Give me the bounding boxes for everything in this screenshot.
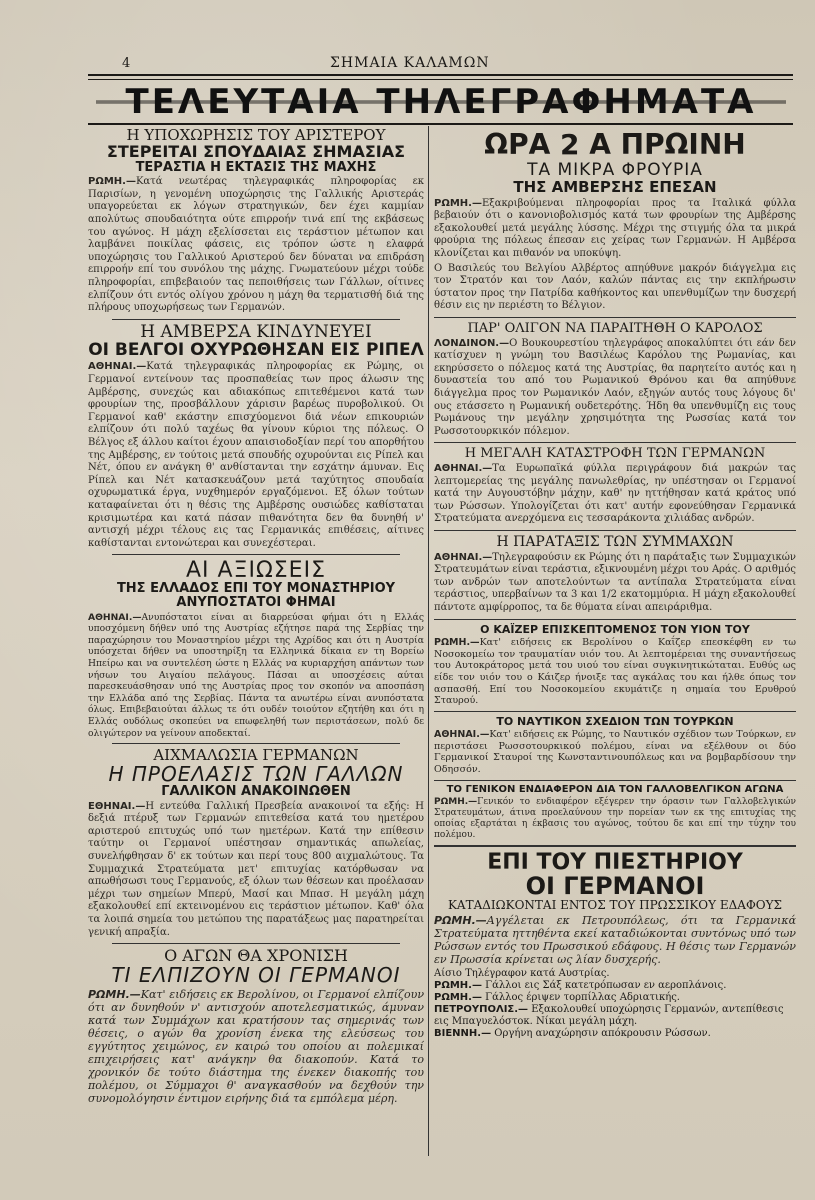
header-rule-thin: [88, 79, 793, 80]
article-separator: [434, 845, 796, 847]
article-separator: [434, 619, 796, 620]
dispatch-item: Αίσιο Τηλέγραφον κατά Αυστρίας.: [434, 968, 610, 979]
dateline: ΑΘΗΝΑΙ.—: [88, 611, 142, 623]
dispatch-item: ΡΩΜΗ.— Γάλλος έριψεν τορπίλλας Αδριατικής.: [434, 992, 680, 1003]
article-catastrophe: [434, 447, 796, 526]
article-separator: [434, 317, 796, 318]
article-subheadline: ΓΑΛΛΙΚΟΝ ΑΝΑΚΟΙΝΩΘΕΝ: [161, 783, 351, 799]
article-subheadline: ΑΝΥΠΟΣΤΑΤΟΙ ΦΗΜΑΙ: [176, 595, 336, 611]
banner-rule: [88, 123, 793, 125]
article-demands: [88, 559, 424, 739]
article-turkish-navy: [434, 716, 796, 776]
article-karolos: [434, 322, 796, 438]
article-text: Κατ' ειδήσεις εκ Βερολίνου ο Καΐζερ επεσκέφθη εν τω Νοσοκομείω τον τραυματίαν υιόν του. Αι λεπτομέρειαι της συναντήσεως του Αυτοκράτορος μετά του υιού του είναι συγκινητικώταται. Ευθύς ως είδε τον υιόν του ο Κάιζερ ήνοιξε τας αγκάλας του και ήλθε όπως τον ασπασθή. Επί του Νοσοκομείου εκυμάτιζε η σημαία του Ερυθρού Σταυρού.: [434, 637, 796, 707]
article-body: [434, 198, 796, 261]
dateline: ΡΩΜΗ.—: [434, 197, 482, 209]
dateline: ΑΘΗΝΑΙ.—: [434, 551, 493, 563]
article-antwerp: [88, 321, 424, 551]
article-text: Γενικόν το ενδιαφέρον εξέγερεν την όρασιν των Γαλλοβελγικών Στρατευμάτων, άτινα προελαύνουν την πορείαν των εκ της επιτυχίας της οποίας εξαρτάται η έκβασις του αγώνος, τούτου δε και επί την τύχην του πολέμου.: [434, 797, 796, 841]
dateline: ΡΩΜΗ.—: [434, 637, 480, 649]
article-long-war: [88, 948, 424, 1105]
article-kaiser: [434, 624, 796, 707]
dispatch-item: ΡΩΜΗ.— Γάλλοι εις Σάξ κατετρόπωσαν εν αεροπλάνοις.: [434, 980, 727, 991]
article-separator: [112, 319, 400, 320]
article-body: [88, 988, 424, 1105]
article-body: [434, 463, 796, 526]
article-headline: Ο ΑΓΩΝ ΘΑ ΧΡΟΝΙΣΗ: [164, 946, 348, 966]
brief-dispatches: [434, 968, 796, 1040]
left-column: [88, 128, 424, 1158]
article-separator: [112, 554, 400, 555]
article-text: Εξακριβούμεναι πληροφορίαι προς τα Ιταλικά φύλλα βεβαιούν ότι ο κανονιοβολισμός κατά των φρουρίων της Αμβέρσης εξακολουθεί μετά μεγάλης λύσσης. Μέχρι της στιγμής όλα τα μικρά φρούρια της πόλεως έπεσαν εις χείρας των Γερμανών. Η Αμβέρσα κλονίζεται και πιθανόν να υποκύψη.: [434, 197, 796, 259]
article-body: [88, 176, 424, 315]
article-headline: ΕΠΙ ΤΟΥ ΠΙΕΣΤΗΡΙΟΥ: [487, 850, 743, 876]
article-headline: Ο ΚΑΪΖΕΡ ΕΠΙΣΚΕΠΤΟΜΕΝΟΣ ΤΟΝ ΥΙΟΝ ΤΟΥ: [480, 622, 750, 636]
article-subheadline: ΤΗΣ ΕΛΛΑΔΟΣ ΕΠΙ ΤΟΥ ΜΟΝΑΣΤΗΡΙΟΥ: [116, 581, 396, 597]
article-headline: Η ΑΜΒΕΡΣΑ ΚΙΝΔΥΝΕΥΕΙ: [140, 321, 372, 342]
article-text: Τηλεγραφούσιν εκ Ρώμης ότι η παράταξις των Συμμαχικών Στρατευμάτων είναι τεράστια, εξικνουμένη μέχρι του Αράς. Ο αριθμός των ανδρών των αποτελούντων τα αντίπαλα Στρατεύματα είναι τεράστιος, υπερβαίνων τα 3 και 1/2 εκατομμύρια. Η μάχη εξακολουθεί πάντοτε αμφίρροπος, τα δε θύματα είναι απειράριθμα.: [434, 551, 796, 613]
article-headline: ΑΙΧΜΑΛΩΣΙΑ ΓΕΡΜΑΝΩΝ: [153, 746, 359, 765]
article-body: Ο Βασιλεύς του Βελγίου Αλβέρτος απηύθυνε μακρόν διάγγελμα εις τον Στρατόν και τον Λαόν, καλών πάντας εις την εκπλήρωσιν ύστατον προς την Πατρίδα καθήκοντος και υπενθυμίζων την δυσχερή θέσιν εις ην περιέστη το Βέλγιον.: [434, 262, 796, 312]
article-body: [88, 612, 424, 740]
article-headline: Η ΠΑΡΑΤΑΞΙΣ ΤΩΝ ΣΥΜΜΑΧΩΝ: [496, 533, 734, 550]
article-on-the-press: [434, 851, 796, 1040]
dateline: ΡΩΜΗ.—: [88, 176, 136, 188]
article-general-interest: [434, 785, 796, 842]
right-column: [434, 128, 796, 1158]
page-number: 4: [122, 56, 131, 71]
article-subheadline: ΤΙ ΕΛΠΙΖΟΥΝ ΟΙ ΓΕΡΜΑΝΟΙ: [111, 962, 401, 987]
article-separator: [434, 530, 796, 531]
article-separator: [434, 442, 796, 443]
article-body: [434, 914, 796, 966]
article-body: [434, 552, 796, 615]
edition-time: ΩΡΑ 2 Α ΠΡΩΙΝΗ: [484, 128, 746, 161]
article-text: Κατά τηλεγραφικάς πληροφορίας εκ Ρώμης, οι Γερμανοί εντείνουν τας προσπαθείας των προς άλωσιν της Αμβέρσης, συνεχώς και αδιακόπως επιτεθέμενοι κατά των φρουρίων της, προσβάλλουν χάρισιν βαρέως πυροβολικού. Οι Γερμανοί καθ' εκάστην επισχύομενοι διά νέων επικουριών ελπίζουν ότι πολύ ταχέως θα γίνουν κύριοι της πόλεως. Ο Βέλγος εξ άλλου καίτοι έχουν απαισιοδοξίαν περί του απορθήτου της Αμβέρσης, εν τούτοις μετά σπουδής οχυρούνται εις Ρίπελ και Νέτ, όπου εν ανάγκη θ' ανθίστανται την εσχάτην άμυναν. Εις Ρίπελ και Νέτ κατασκευάζουν μετά ταχύτητος σπουδαία οχυρωματικά έργα, νυχθημερόν εργαζόμενοι. Εξ όλων τούτων καταφαίνεται ότι η θέσις της Αμβέρσης ουσιώδες καθίσταται κρισιμωτέρα και κατά πάσαν πιθανότητα δεν θα δυνηθή ν' αντισχή μέχρι τέλους εις τας Γερμανικάς επιθέσεις, αίτινες καθίστανται εντονώτεραι και συνεχέστεραι.: [88, 361, 424, 549]
newspaper-name: ΣΗΜΑΙΑ ΚΑΛΑΜΩΝ: [330, 55, 490, 71]
article-body: [434, 637, 796, 707]
dateline: ΡΩΜΗ.—: [434, 797, 478, 808]
article-left-retreat: [88, 128, 424, 315]
column-divider: [428, 126, 429, 1156]
dateline: ΡΩΜΗ.—: [434, 914, 487, 927]
article-headline: ΤΟ ΝΑΥΤΙΚΟΝ ΣΧΕΔΙΟΝ ΤΩΝ ΤΟΥΡΚΩΝ: [496, 714, 734, 728]
dateline: ΡΩΜΗ.—: [88, 987, 141, 1001]
article-headline: ΤΟ ΓΕΝΙΚΟΝ ΕΝΔΙΑΦΕΡΟΝ ΔΙΑ ΤΟΝ ΓΑΛΛΟΒΕΛΓΙΚΟΝ ΑΓΩΝΑ: [446, 783, 784, 795]
article-separator: [434, 780, 796, 781]
article-subheadline: ΤΕΡΑΣΤΙΑ Η ΕΚΤΑΣΙΣ ΤΗΣ ΜΑΧΗΣ: [135, 159, 377, 175]
article-small-forts: [434, 128, 796, 313]
dateline: ΑΘΗΝΑΙ.—: [434, 729, 490, 741]
article-body: [88, 361, 424, 550]
article-text: Αγγέλεται εκ Πετρουπόλεως, ότι τα Γερμανικά Στρατεύματα ηττηθέντα εκεί καταδιώκονται συντόνως υπό των Ρώσσων εντός του Πρωσσικού εδάφους. Η θέσις των Γερμανών εν Πρωσσία κρίνεται ως λίαν δυσχερής.: [434, 914, 796, 966]
article-separator: [112, 743, 400, 744]
article-text: Η εντεύθα Γαλλική Πρεσβεία ανακοινοί τα εξής: Η δεξιά πτέρυξ των Γερμανών επιτεθείσα κατά του ημετέρου αριστερού επιτυχώς υπό των ημετέρων. Κατά την επίθεσιν ταύτην οι Γερμανοί υπέστησαν σημαντικάς απωλείας, συνελήφθησαν δ' εκ τούτων και περί τους 800 αιχμαλώτους. Τα Συμμαχικά Στρατεύματα μετ' επιτυχίας κατόρθωσαν να απωθήσωσι τους Γερμανούς, εξ όλων των θέσεων και προέλασαν μέχρι των σημείων Μπερύ, Μασί και Μπασ. Η μεγάλη μάχη εξακολουθεί επί εκτεινομένου εις τεράστιον μέτωπον. Καθ' όλα τα λοιπά σημεία του μετώπου της παρατάξεως μας παρατηρείται γενική απραξία.: [88, 800, 424, 938]
article-captivity: [88, 748, 424, 939]
article-separator: [112, 943, 400, 944]
dispatch-item: ΠΕΤΡΟΥΠΟΛΙΣ.— Εξακολουθεί υποχώρησις Γερμανών, αντεπίθεσις εις Μπαγυελόστοκ. Νίκαι μεγάλη μάχη.: [434, 1004, 784, 1027]
article-body: [88, 801, 424, 940]
article-headline: Η ΥΠΟΧΩΡΗΣΙΣ ΤΟΥ ΑΡΙΣΤΕΡΟΥ: [126, 128, 386, 144]
article-headline: ΤΑ ΜΙΚΡΑ ΦΡΟΥΡΙΑ: [527, 160, 703, 180]
article-separator: [434, 711, 796, 712]
article-headline: Η ΜΕΓΑΛΗ ΚΑΤΑΣΤΡΟΦΗ ΤΩΝ ΓΕΡΜΑΝΩΝ: [464, 446, 766, 462]
article-text: Κατ' ειδήσεις εκ Βερολίνου, οι Γερμανοί ελπίζουν ότι αν δυνηθούν ν' αντισχούν αποτελεσματικώς, άμυναν κατά των Συμμάχων και κρατήσουν τας σημερινάς των θέσεις, ο αγών θα χρονίση ένεκα της ελεύσεως του εγγύτητος χειμώνος, εν καιρώ του οποίου αι πολεμικαί επιχειρήσεις κατ' ανάγκην θα διακοπούν. Κατά το χρονικόν δε τούτο διάστημα της ένεκεν διακοπής του πολέμου, οι Σύμμαχοι θ' αναγκασθούν να δεχθούν την συνομολόγησιν έντιμον ειρήνης διά τα εμπόλεμα μέρη.: [88, 987, 424, 1105]
dateline: ΑΘΗΝΑΙ.—: [434, 462, 493, 474]
article-subheadline: ΣΤΕΡΕΙΤΑΙ ΣΠΟΥΔΑΙΑΣ ΣΗΜΑΣΙΑΣ: [106, 141, 406, 161]
dispatch-item: ΒΙΕΝΝΗ.— Οργήνη αναχώρησιν απόκρουσιν Ρώσσων.: [434, 1028, 711, 1039]
article-body: [434, 797, 796, 841]
article-headline: ΑΙ ΑΞΙΩΣΕΙΣ: [186, 558, 326, 584]
main-banner: ΤΕΛΕΥΤΑΙΑ ΤΗΛΕΓΡΑΦΗΜΑΤΑ: [96, 82, 786, 122]
article-body: [434, 729, 796, 775]
dateline: ΕΘΗΝΑΙ.—: [88, 800, 146, 812]
article-subheadline: ΤΗΣ ΑΜΒΕΡΣΗΣ ΕΠΕΣΑΝ: [513, 177, 717, 196]
article-subheadline: ΟΙ ΒΕΛΓΟΙ ΟΧΥΡΩΘΗΣΑΝ ΕΙΣ ΡΙΠΕΛ: [88, 339, 424, 360]
article-text: Κατά νεωτέρας τηλεγραφικάς πληροφορίας εκ Παρισίων, η γενομένη υποχώρησις της Γαλλικής Αριστεράς υπαγορεύεται εκ λόγων στρατηγικών, δεν έχει καμμίαν απολύτως σπουδαιότητα ούτε επιρροήν τινά επί της εκβάσεως του αγώνος. Η μάχη εξελίσσεται εις τεράστιον μέτωπον και λαμβάνει ποικίλας φάσεις, εις τρόπον ώστε η ελαφρά υποχώρησις του Γαλλικού Αριστερού δεν δύναται να επιδράση επιρροήν επί του συνόλου της μάχης. Γνωματεύουν μέχρι τούδε πληροφορίαι, επιβεβαιούν τας πεποιθήσεις των Γάλλων, οίτινες ελπίζουν ότι εντός ολίγου χρόνου η μάχη θα τερματισθή διά της πλήρους υποχωρήσεως των Γερμανών.: [88, 176, 424, 314]
article-text: Κατ' ειδήσεις εκ Ρώμης, το Ναυτικόν σχέδιον των Τούρκων, εν περιστάσει Ρωσσοτουρκικού πολέμου, είναι να εξέλθουν οι δύο Γερμανικοί Σταυροί της Κωνσταντινουπόλεως και να βομβαρδίσουν την Οδησσόν.: [434, 729, 796, 776]
article-text: Ανυπόστατοι είναι αι διαρρεύσαι φήμαι ότι η Ελλάς υποσχόμενη δήθεν υπό της Αυστρίας εζήτησε παρά της Σερβίας την παραχώρησιν του Μοναστηρίου μέχρι της Αχρίδος και ότι η Αυστρία υπόσχεται δήθεν να υποστηρίξη τα Ελληνικά δίκαια εν τη Βορείω Ηπείρω και να συντελέση ώστε η Ελλάς να κυριαρχήση απάντων των νήσων του Αιγαίου πελάγους. Πάσαι αι υποσχέσεις αύται παρεσκευάσθησαν υπό της Αυστρίας προς τον σκοπόν να αποσπάση την Ελλάδα από της Σερβίας. Πάντα τα ανωτέρω είναι ανυπόστατα όλως. Επιβεβαιούται άλλως τε ότι ουδέν τοιούτον εζητήθη και ότι η Ελλάς ουδόλως σκοπεύει να επωφεληθή των περιστάσεων, πολύ δε ολιγώτερον να γείνουν αποδεκταί.: [88, 611, 424, 739]
article-subheadline: ΚΑΤΑΔΙΩΚΟΝΤΑΙ ΕΝΤΟΣ ΤΟΥ ΠΡΩΣΣΙΚΟΥ ΕΔΑΦΟΥΣ: [447, 898, 783, 913]
article-subheadline: ΟΙ ΓΕΡΜΑΝΟΙ: [525, 872, 705, 901]
article-allies: [434, 535, 796, 615]
article-subheadline: Η ΠΡΟΕΛΑΣΙΣ ΤΩΝ ΓΑΛΛΩΝ: [108, 761, 404, 786]
article-body: [434, 338, 796, 439]
article-headline: ΠΑΡ' ΟΛΙΓΟΝ ΝΑ ΠΑΡΑΙΤΗΘΗ Ο ΚΑΡΟΛΟΣ: [467, 320, 763, 336]
article-text: Τα Ευρωπαϊκά φύλλα περιγράφουν διά μακρών τας λεπτομερείας της μεγάλης πανωλεθρίας, ην υπέστησαν οι Γερμανοί κατά την Αυγουστόβην μάχην, καθ' ην ηττήθησαν κατά κράτος υπό των Ρώσσων. Υπολογίζεται ότι κατ' αυτήν εφονεύθησαν Γερμανικά Στρατεύματα ανερχόμενα εις τεσσαράκοντα χιλιάδας ανδρών.: [434, 462, 796, 525]
dateline: ΑΘΗΝΑΙ.—: [88, 361, 147, 373]
article-text: Ο Βουκουρεστίου τηλεγράφος αποκαλύπτει ότι εάν δεν κατίσχυεν η γνώμη του Βασιλέως Καρόλου της Ρωμανίας, και εκηρύσσετο ο πόλεμος κατά της Αυστρίας, θα παρητείτο αυτός και η δυναστεία του από του Ρωμανικού Θρόνου και θα απηύθυνε διάγγελμα προς τον Ρωμανικόν Λαόν, εξηγών αυτός τους λόγους δι' ους ετάσσετο η Ρωμανική ουδετερότης. Ήδη θα υπενθυμίζη εις τους Ρωμάνους την μεγάλην χρησιμότητα της Ρωσσίας κατά τον Ρωσσοτουρκικόν πόλεμον.: [434, 337, 796, 437]
dateline: ΛΟΝΔΙΝΟΝ.—: [434, 337, 510, 349]
header-rule: [88, 74, 793, 76]
